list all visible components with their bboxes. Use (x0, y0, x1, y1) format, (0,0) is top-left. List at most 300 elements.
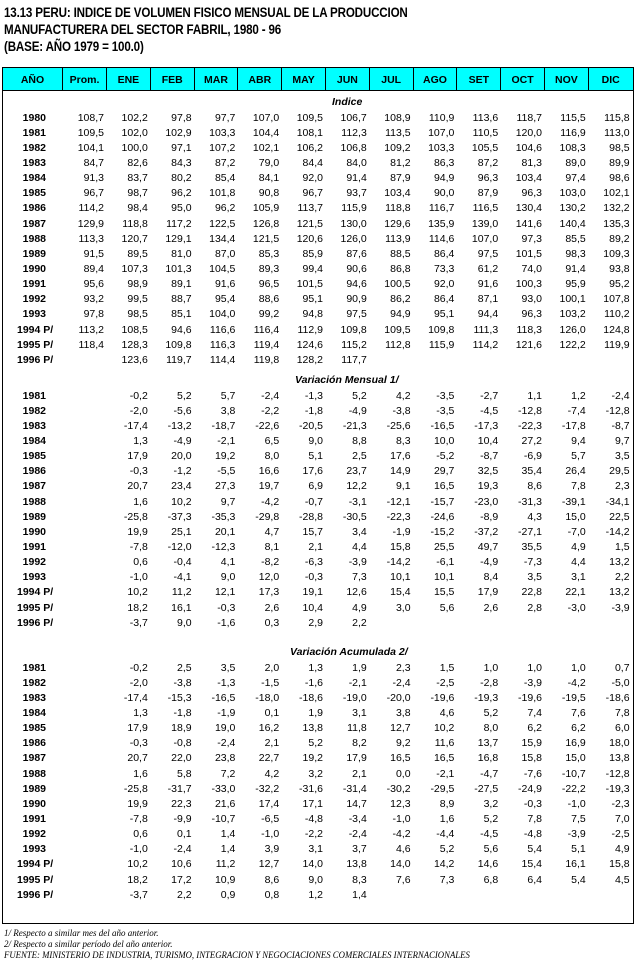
month-cell: -30,5 (342, 510, 367, 523)
month-cell: 105,5 (471, 141, 499, 154)
month-cell: 126,8 (252, 217, 280, 230)
month-cell: -2,4 (173, 843, 192, 856)
month-cell: 1,1 (527, 389, 542, 402)
month-cell: 4,6 (395, 843, 411, 856)
month-cell: 2,3 (614, 480, 630, 493)
month-cell: 107,8 (603, 293, 630, 306)
table-row (3, 449, 633, 464)
month-cell: 109,3 (603, 247, 630, 260)
table-row (3, 247, 633, 262)
month-cell: 12,6 (346, 586, 367, 599)
month-cell: 120,6 (296, 232, 323, 245)
month-cell: 122,2 (559, 338, 586, 351)
month-cell: 94,9 (433, 172, 455, 185)
month-cell: 3,1 (308, 843, 323, 856)
month-cell: 23,4 (171, 480, 192, 493)
month-cell: 8,6 (527, 480, 542, 493)
month-cell: -22,3 (518, 419, 542, 432)
month-cell: -3,9 (523, 676, 542, 689)
month-cell: 0,1 (264, 706, 280, 719)
table-row (3, 676, 633, 691)
average-cell (63, 676, 107, 691)
table-row (3, 842, 633, 857)
month-cell: -31,6 (299, 782, 323, 795)
month-cell: 118,3 (516, 323, 542, 336)
month-cell: 115,9 (428, 338, 455, 351)
month-cell: 91,6 (477, 278, 499, 291)
month-cell: 4,9 (352, 601, 367, 614)
month-cell: 19,2 (214, 450, 236, 463)
month-cell: -4,8 (304, 813, 323, 825)
month-cell: 109,5 (384, 323, 411, 336)
month-cell: 1,9 (352, 661, 367, 674)
month-cell: -21,3 (342, 419, 367, 432)
month-cell: -31,4 (342, 782, 367, 795)
month-cell: 98,6 (609, 172, 630, 185)
month-cell: 95,9 (565, 278, 586, 291)
table-row (3, 126, 633, 141)
table-row (3, 419, 633, 434)
month-cell: 9,4 (571, 434, 586, 447)
month-cell: 89,3 (258, 263, 280, 275)
month-cell: -1,3 (304, 389, 323, 402)
month-cell: 124,8 (603, 323, 630, 336)
month-cell: -1,9 (392, 525, 411, 538)
month-cell: 12,2 (346, 480, 367, 493)
month-cell: 87,9 (390, 172, 411, 185)
year-cell: 1986 (22, 737, 46, 750)
average-cell (63, 464, 107, 479)
year-cell: 1981 (22, 661, 46, 674)
month-cell: 1,6 (133, 767, 148, 780)
month-cell: 8,8 (352, 434, 367, 447)
month-cell: 4,2 (395, 389, 411, 402)
month-cell: 3,8 (220, 404, 236, 417)
month-cell: -0,2 (129, 661, 148, 674)
month-cell: 96,7 (302, 187, 323, 200)
month-cell: 79,0 (258, 156, 280, 169)
month-cell: -2,5 (611, 828, 630, 841)
month-cell: 95,2 (609, 278, 630, 291)
month-cell: 5,1 (308, 450, 323, 463)
month-cell: 107,3 (121, 263, 148, 275)
month-cell: 19,0 (214, 722, 236, 735)
month-cell: 108,3 (559, 141, 586, 154)
month-cell: -28,8 (299, 510, 323, 523)
month-cell: 29,5 (609, 465, 630, 478)
year-cell: 1990 (22, 797, 46, 810)
month-cell: 4,4 (571, 556, 586, 569)
year-cell: 1991 (22, 541, 46, 553)
month-cell: 89,0 (565, 156, 586, 169)
table-row (3, 706, 633, 721)
month-cell: 9,0 (176, 616, 192, 629)
month-cell: 8,1 (264, 541, 280, 553)
average-cell (63, 888, 107, 903)
month-cell: 108,1 (296, 126, 323, 139)
month-cell: -3,5 (436, 389, 455, 402)
year-cell: 1988 (22, 767, 46, 780)
table-row (3, 479, 633, 494)
month-cell: 94,6 (346, 278, 367, 291)
month-cell: 115,9 (341, 202, 367, 215)
month-cell: 19,9 (127, 797, 148, 810)
month-cell: 15,4 (521, 858, 542, 871)
month-cell (545, 888, 589, 903)
year-cell: 1996 P/ (17, 616, 54, 629)
month-cell: -7,8 (129, 541, 148, 553)
month-cell: -3,9 (567, 828, 586, 841)
month-cell: 2,2 (614, 571, 630, 584)
average-cell (63, 842, 107, 857)
table-row (3, 323, 633, 338)
year-cell: 1988 (22, 495, 46, 508)
month-cell: 8,0 (264, 450, 280, 463)
month-cell: 87,9 (477, 187, 499, 200)
month-cell: 6,8 (483, 873, 499, 886)
month-cell: 4,1 (220, 556, 236, 569)
month-cell: 86,4 (433, 247, 455, 260)
month-cell: 109,5 (296, 111, 323, 124)
month-cell: 5,2 (308, 737, 323, 750)
year-cell: 1989 (22, 510, 46, 523)
month-cell: 122,5 (209, 217, 236, 230)
month-cell: 104,5 (209, 263, 236, 275)
average-cell (63, 525, 107, 540)
month-cell: 132,2 (603, 202, 630, 215)
month-cell: -5,2 (436, 450, 455, 463)
average-cell (63, 601, 107, 616)
month-cell: 121,6 (515, 338, 542, 351)
average-cell (63, 585, 107, 600)
month-cell: 87,2 (214, 156, 236, 169)
year-cell: 1983 (22, 156, 46, 169)
month-cell: 116,4 (253, 323, 280, 336)
month-cell: 110,5 (472, 126, 499, 139)
month-cell: 5,2 (176, 389, 192, 402)
month-cell: 94,4 (477, 308, 499, 321)
month-cell: 5,4 (571, 873, 586, 886)
month-cell (589, 353, 633, 368)
month-cell: 15,9 (521, 737, 542, 750)
section-title: Variación Mensual 1/ (295, 374, 399, 386)
year-cell: 1985 (22, 450, 46, 463)
month-cell: -3,0 (567, 601, 586, 614)
month-cell: 90,9 (346, 293, 367, 306)
month-cell: 96,5 (258, 278, 280, 291)
month-cell: -15,7 (430, 495, 455, 508)
average-cell (63, 691, 107, 706)
month-cell: 14,0 (390, 858, 411, 871)
month-cell: 19,1 (302, 586, 323, 599)
month-cell: 103,4 (515, 172, 542, 185)
month-cell: 12,0 (258, 571, 280, 584)
month-cell: 87,6 (346, 247, 367, 260)
month-cell: -8,2 (261, 556, 280, 569)
month-cell: -6,9 (523, 450, 542, 463)
month-cell: 1,0 (571, 661, 586, 674)
month-cell: 19,2 (302, 752, 323, 765)
month-cell: 17,3 (258, 586, 280, 599)
month-cell: 6,2 (527, 722, 542, 735)
table-row (3, 540, 633, 555)
month-cell: -15,2 (430, 525, 455, 538)
month-cell: 90,6 (346, 263, 367, 275)
month-cell: 100,1 (559, 293, 586, 306)
table-row (3, 201, 633, 216)
month-cell: 109,8 (340, 323, 367, 336)
month-cell: 0,7 (614, 661, 630, 674)
average-cell (63, 736, 107, 751)
month-cell: 17,9 (127, 722, 148, 735)
month-cell: 26,4 (565, 465, 586, 478)
month-cell: 10,9 (214, 873, 236, 886)
column-header: JUL (370, 68, 414, 90)
month-cell: -25,8 (123, 510, 148, 523)
month-cell: 84,1 (258, 172, 280, 185)
average-cell (63, 857, 107, 872)
month-cell: 10,2 (171, 495, 192, 508)
month-cell: 128,2 (296, 353, 323, 366)
month-cell: 7,3 (352, 571, 367, 584)
month-cell: 101,3 (165, 263, 192, 275)
month-cell: 81,3 (521, 156, 542, 169)
month-cell: 88,7 (171, 293, 192, 306)
month-cell: -1,5 (261, 676, 280, 689)
month-cell: 98,5 (609, 141, 630, 154)
month-cell: 17,4 (258, 797, 280, 810)
month-cell: 103,3 (209, 126, 236, 139)
month-cell: -19,0 (342, 691, 367, 704)
month-cell: 8,9 (439, 797, 455, 810)
month-cell: 107,0 (428, 126, 455, 139)
month-cell: 22,8 (521, 586, 542, 599)
month-cell: -1,0 (567, 797, 586, 810)
month-cell: 91,4 (346, 172, 367, 185)
average-cell (63, 479, 107, 494)
column-header: AGO (414, 68, 458, 90)
column-header: MAY (282, 68, 326, 90)
month-cell: 135,9 (428, 217, 455, 230)
month-cell: 0,6 (133, 828, 148, 841)
month-cell: -22,2 (561, 782, 586, 795)
month-cell: 1,5 (439, 661, 455, 674)
month-cell (501, 616, 545, 631)
month-cell: 128,3 (121, 338, 148, 351)
month-cell: 2,0 (264, 661, 280, 674)
month-cell: -7,8 (129, 813, 148, 825)
month-cell: 1,4 (352, 888, 367, 901)
table-row (3, 827, 633, 842)
average-cell (63, 389, 107, 404)
month-cell: 18,9 (171, 722, 192, 735)
month-cell: 8,4 (483, 571, 499, 584)
month-cell: 115,8 (604, 111, 630, 124)
month-cell: -7,4 (567, 404, 586, 417)
average-cell (63, 616, 107, 631)
month-cell: 3,1 (571, 571, 586, 584)
month-cell: -2,4 (217, 737, 236, 750)
month-cell: 3,7 (352, 843, 367, 856)
month-cell: 2,6 (483, 601, 499, 614)
table-row (3, 171, 633, 186)
month-cell: 2,3 (395, 661, 411, 674)
month-cell: 1,9 (308, 706, 323, 719)
month-cell: 99,5 (127, 293, 148, 306)
month-cell: 80,2 (171, 172, 192, 185)
month-cell: 102,0 (121, 126, 148, 139)
month-cell: 102,1 (252, 141, 280, 154)
month-cell: 0,9 (220, 888, 236, 901)
month-cell: 4,3 (527, 510, 542, 523)
month-cell (414, 616, 458, 631)
month-cell: 98,3 (565, 247, 586, 260)
year-cell: 1985 (22, 722, 46, 735)
month-cell: 16,5 (390, 752, 411, 765)
month-cell: 5,4 (527, 843, 542, 856)
month-cell: 5,7 (220, 389, 236, 402)
month-cell: -2,0 (129, 676, 148, 689)
month-cell: 84,3 (171, 156, 192, 169)
month-cell: -14,2 (605, 525, 630, 538)
month-cell: -23,0 (474, 495, 499, 508)
month-cell: 126,0 (559, 323, 586, 336)
average-cell: 95,6 (83, 278, 104, 291)
month-cell: -29,8 (255, 510, 280, 523)
month-cell: -1,0 (261, 828, 280, 841)
month-cell: 61,2 (477, 263, 499, 275)
table-row (3, 736, 633, 751)
month-cell: 107,0 (471, 232, 499, 245)
year-cell: 1989 (22, 247, 46, 260)
average-cell (63, 449, 107, 464)
table-row (3, 601, 633, 616)
year-cell: 1987 (22, 752, 46, 765)
column-header: Prom. (63, 68, 107, 90)
month-cell: -2,4 (392, 676, 411, 689)
month-cell: 19,9 (127, 525, 148, 538)
month-cell: 7,3 (439, 873, 455, 886)
month-cell: 14,9 (390, 465, 411, 478)
table-row (3, 464, 633, 479)
month-cell: 73,3 (433, 263, 455, 275)
month-cell: 1,3 (308, 661, 323, 674)
year-cell: 1990 (22, 263, 46, 275)
table-row (3, 510, 633, 525)
month-cell: 20,1 (214, 525, 236, 538)
average-cell: 118,4 (78, 338, 104, 351)
month-cell: 22,3 (171, 797, 192, 810)
table-row (3, 721, 633, 736)
month-cell: 6,5 (264, 434, 280, 447)
data-table (2, 67, 634, 924)
month-cell: 15,5 (433, 586, 455, 599)
title-line-3: (BASE: AÑO 1979 = 100.0) (4, 39, 144, 54)
month-cell: 89,5 (127, 247, 148, 260)
month-cell: -18,6 (605, 691, 630, 704)
month-cell: 97,1 (171, 141, 192, 154)
month-cell: -12,8 (605, 404, 630, 417)
month-cell: -16,5 (430, 419, 455, 432)
month-cell: -4,2 (567, 676, 586, 689)
month-cell: 116,9 (560, 126, 586, 139)
month-cell: 99,4 (302, 263, 323, 275)
month-cell (414, 353, 458, 368)
month-cell: -3,4 (348, 813, 367, 825)
month-cell: 134,4 (209, 232, 236, 245)
year-cell: 1994 P/ (17, 858, 54, 871)
year-cell: 1984 (22, 172, 46, 185)
month-cell (589, 888, 633, 903)
month-cell: 9,7 (614, 434, 630, 447)
month-cell: -12,0 (167, 541, 192, 553)
month-cell: 94,8 (302, 308, 323, 321)
month-cell: 113,9 (385, 232, 411, 245)
month-cell: -19,6 (518, 691, 542, 704)
month-cell: 35,4 (521, 465, 542, 478)
month-cell: 3,2 (483, 797, 499, 810)
month-cell: 118,7 (516, 111, 542, 124)
month-cell: -1,3 (217, 676, 236, 689)
year-cell: 1987 (22, 480, 46, 493)
month-cell: 20,7 (127, 480, 148, 493)
month-cell: -12,8 (605, 767, 630, 780)
average-cell: 104,1 (77, 141, 104, 154)
month-cell: 4,6 (439, 706, 455, 719)
month-cell: -2,1 (436, 767, 455, 780)
month-cell: 112,3 (341, 126, 367, 139)
month-cell: 106,8 (340, 141, 367, 154)
month-cell: 92,0 (433, 278, 455, 291)
month-cell: -17,8 (561, 419, 586, 432)
month-cell: 84,0 (346, 156, 367, 169)
column-header: MAR (195, 68, 239, 90)
month-cell: -25,6 (386, 419, 411, 432)
month-cell: 96,3 (521, 187, 542, 200)
average-cell (63, 751, 107, 766)
month-cell: 11,2 (171, 586, 192, 599)
month-cell: 95,1 (302, 293, 323, 306)
month-cell: 116,5 (472, 202, 499, 215)
month-cell: 87,2 (477, 156, 499, 169)
month-cell: -4,9 (348, 404, 367, 417)
month-cell: 112,9 (297, 323, 323, 336)
average-cell: 91,5 (83, 247, 104, 260)
month-cell (370, 353, 414, 368)
source-note: FUENTE: MINISTERIO DE INDUSTRIA, TURISMO, INTEGRACION Y NEGOCIACIONES COMERCIALES INTERNACIONALES (4, 950, 470, 960)
year-cell: 1993 (22, 308, 46, 321)
month-cell: 10,2 (127, 586, 148, 599)
month-cell: 100,0 (121, 141, 148, 154)
table-row (3, 353, 633, 368)
month-cell: 16,1 (171, 601, 192, 614)
month-cell: 23,8 (214, 752, 236, 765)
average-cell (63, 812, 107, 827)
month-cell: 86,2 (390, 293, 411, 306)
month-cell: 5,2 (352, 389, 367, 402)
month-cell: 117,2 (166, 217, 192, 230)
month-cell: 129,1 (165, 232, 192, 245)
title-line-2: MANUFACTURERA DEL SECTOR FABRIL, 1980 - 96 (4, 22, 282, 37)
month-cell: 103,3 (428, 141, 455, 154)
month-cell: 116,6 (209, 323, 236, 336)
month-cell: 81,0 (171, 247, 192, 260)
month-cell: 119,4 (253, 338, 280, 351)
month-cell: 97,7 (214, 111, 236, 124)
month-cell: 108,9 (384, 111, 411, 124)
month-cell: 110,9 (428, 111, 455, 124)
month-cell: -0,2 (129, 389, 148, 402)
